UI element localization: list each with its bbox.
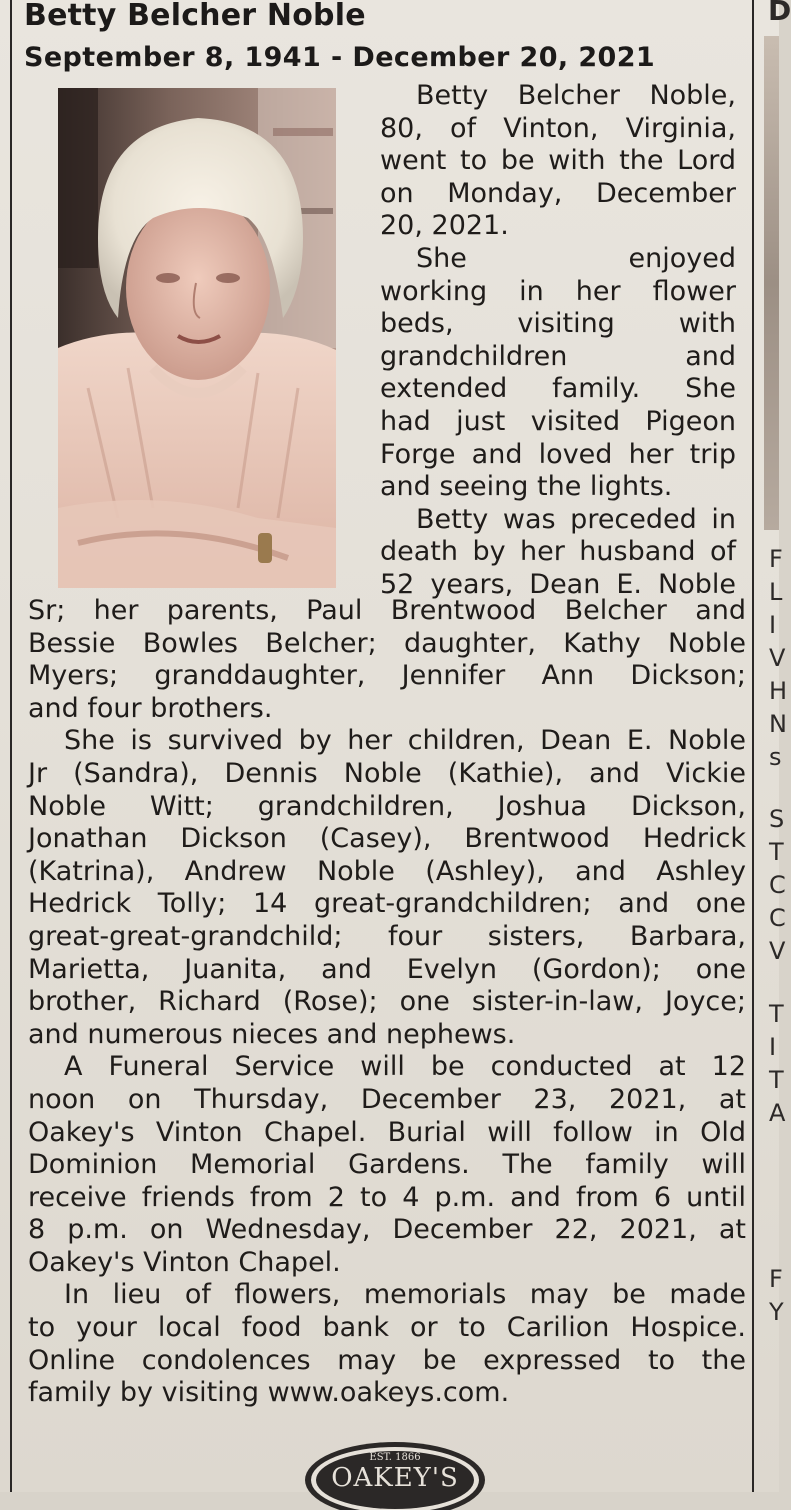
adjacent-column-fragment: C [769, 871, 786, 899]
obituary-line: Myers; granddaughter, Jennifer Ann Dickson; [28, 660, 746, 692]
obituary-line: Sr; her parents, Paul Brentwood Belcher and [28, 595, 746, 626]
obituary-line: Jr (Sandra), Dennis Noble (Kathie), and Vickie [28, 757, 746, 789]
adjacent-column-fragment: F [769, 545, 783, 573]
obituary-line: Oakey's Vinton Chapel. [28, 1246, 341, 1278]
adjacent-column-fragment: Y [769, 1298, 784, 1326]
obituary-line: Betty was preceded in [416, 503, 736, 535]
obituary-line: had just visited Pigeon [380, 405, 736, 437]
obituary-line: Oakey's Vinton Chapel. Burial will follow in Old [28, 1116, 746, 1148]
obituary-line: 52 years, Dean E. Noble [380, 568, 736, 600]
obituary-line: Jonathan Dickson (Casey), Brentwood Hedrick [28, 823, 746, 855]
obituary-line: noon on Thursday, December 23, 2021, at [28, 1083, 746, 1115]
adjacent-column-fragment: H [769, 677, 788, 705]
obituary-text-beside-photo [380, 80, 736, 602]
obituary-line: In lieu of flowers, memorials may be made [64, 1279, 746, 1311]
adjacent-column-fragment: T [769, 1066, 784, 1094]
obituary-line: Marietta, Juanita, and Evelyn (Gordon); one [28, 953, 746, 985]
adjacent-column-fragment: T [769, 838, 784, 866]
obituary-line: 20, 2021. [380, 210, 509, 242]
obituary-line: on Monday, December [380, 177, 736, 209]
obituary-line: (Katrina), Andrew Noble (Ashley), and Ashley [28, 855, 746, 887]
obituary-line: family by visiting www.oakeys.com. [28, 1377, 510, 1409]
adjacent-column-fragment: I [769, 611, 777, 639]
obituary-line: death by her husband of [380, 536, 736, 568]
obituary-line: Online condolences may be expressed to the [28, 1344, 746, 1376]
obituary-line: beds, visiting with [380, 308, 736, 340]
obituary-line: Noble Witt; grandchildren, Joshua Dickson, [28, 790, 746, 822]
obituary-line: and four brothers. [28, 692, 273, 724]
life-dates: September 8, 1941 - December 20, 2021 [24, 42, 656, 73]
obituary-line: brother, Richard (Rose); one sister-in-law, Joyce; [28, 986, 746, 1018]
logo-name-text: OAKEY'S [331, 1463, 459, 1493]
logo-established-text: EST. 1866 [369, 1452, 421, 1463]
obituary-line: went to be with the Lord [380, 145, 736, 177]
portrait-photo [58, 88, 336, 588]
obituary-line: Dominion Memorial Gardens. The family will [28, 1149, 746, 1181]
obituary-line: 80, of Vinton, Virginia, [380, 112, 736, 144]
obituary-line: great-great-grandchild; four sisters, Barbara, [28, 920, 746, 952]
adjacent-column-fragment: F [769, 1265, 783, 1293]
obituary-line: Bessie Bowles Belcher; daughter, Kathy Noble [28, 627, 746, 659]
obituary-line: and numerous nieces and nephews. [28, 1018, 516, 1050]
deceased-name: Betty Belcher Noble [24, 0, 366, 33]
obituary-line: She is survived by her children, Dean E. Noble [64, 725, 746, 757]
adjacent-column-fragment: A [769, 1099, 786, 1127]
obituary-line: to your local food bank or to Carilion Hospice. [28, 1312, 746, 1344]
funeral-home-logo [302, 1440, 488, 1510]
obituary-line: extended family. She [380, 373, 736, 405]
obituary-line: Forge and loved her trip [380, 438, 736, 470]
adjacent-column-fragment: s [769, 743, 782, 771]
obituary-line: She enjoyed [416, 242, 736, 274]
adjacent-column [764, 0, 791, 1492]
adjacent-column-fragment: L [769, 578, 783, 606]
obituary-line: A Funeral Service will be conducted at 12 [64, 1051, 746, 1083]
adjacent-column-fragment: D [768, 0, 791, 27]
obituary-line: Betty Belcher Noble, [416, 80, 736, 111]
obituary-line: receive friends from 2 to 4 p.m. and from 6 until [28, 1181, 746, 1213]
adjacent-column-fragment: V [769, 644, 786, 672]
obituary-line: working in her flower [380, 275, 736, 307]
adjacent-column-fragment: C [769, 904, 786, 932]
obituary-text-full-width [28, 595, 746, 1410]
adjacent-column-fragment: I [769, 1033, 777, 1061]
obituary-line: grandchildren and [380, 340, 736, 372]
adjacent-column-fragment: S [769, 805, 785, 833]
obituary-line: 8 p.m. on Wednesday, December 22, 2021, at [28, 1214, 746, 1246]
adjacent-column-fragment: T [769, 1000, 784, 1028]
adjacent-column-fragment: V [769, 937, 786, 965]
adjacent-column-fragment: N [769, 710, 787, 738]
obituary-line: Hedrick Tolly; 14 great-grandchildren; and one [28, 888, 746, 920]
obituary-line: and seeing the lights. [380, 471, 673, 503]
